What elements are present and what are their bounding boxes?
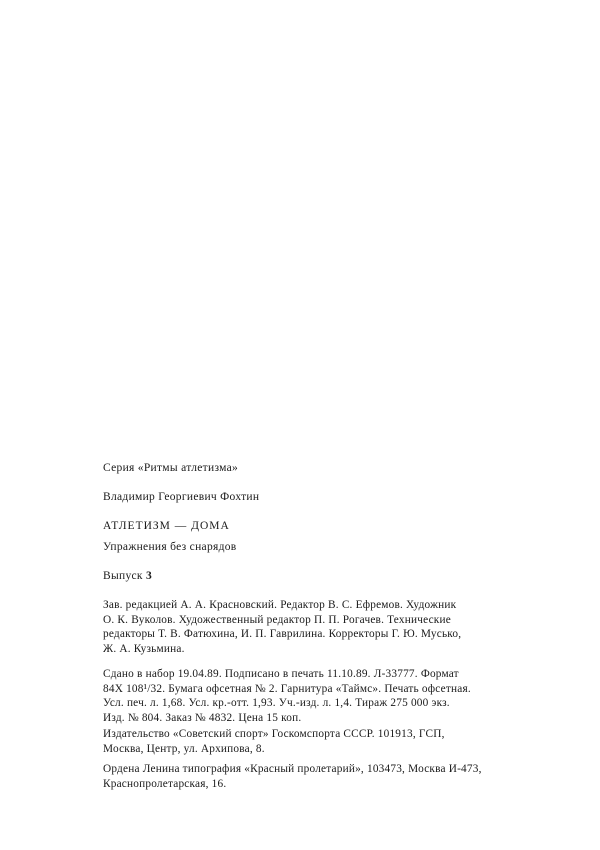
editorial-staff-line: редакторы Т. В. Фатюхина, И. П. Гаврилина. Корректоры Г. Ю. Мусько,: [103, 628, 462, 641]
editorial-staff-paragraph: [103, 598, 533, 656]
print-info-line: Усл. печ. л. 1,68. Усл. кр.-отт. 1,93. Уч.-изд. л. 1,4. Тираж 275 000 экз.: [103, 697, 450, 710]
book-subtitle: Упражнения без снарядов: [103, 541, 237, 553]
book-title: АТЛЕТИЗМ — ДОМА: [103, 520, 230, 532]
author-name: Владимир Георгиевич Фохтин: [103, 491, 260, 503]
publisher-paragraph: [103, 727, 533, 756]
editorial-staff-line: О. К. Вуколов. Художественный редактор П. П. Рогачев. Технические: [103, 613, 451, 626]
publisher-line: Москва, Центр, ул. Архипова, 8.: [103, 742, 265, 755]
issue-number: 3: [145, 570, 153, 582]
print-info-paragraph: [103, 667, 533, 725]
editorial-staff-line: Зав. редакцией А. А. Красновский. Редактор В. С. Ефремов. Художник: [103, 599, 457, 611]
print-info-line: 84X 108¹/32. Бумага офсетная № 2. Гарнитура «Таймс». Печать офсетная.: [103, 682, 471, 695]
print-info-line: Сдано в набор 19.04.89. Подписано в печать 11.10.89. Л-33777. Формат: [103, 668, 459, 680]
printer-paragraph: [103, 762, 533, 791]
editorial-staff-line: Ж. А. Кузьмина.: [103, 642, 185, 655]
issue-label: Выпуск: [103, 570, 143, 582]
printer-line: Краснопролетарская, 16.: [103, 777, 227, 790]
issue-line: [103, 570, 152, 583]
print-info-line: Изд. № 804. Заказ № 4832. Цена 15 коп.: [103, 711, 302, 724]
publisher-line: Издательство «Советский спорт» Госкомспорта СССР. 101913, ГСП,: [103, 728, 445, 740]
printer-line: Ордена Ленина типография «Красный пролетарий», 103473, Москва И-473,: [103, 763, 482, 775]
series-line: Серия «Ритмы атлетизма»: [103, 462, 239, 474]
